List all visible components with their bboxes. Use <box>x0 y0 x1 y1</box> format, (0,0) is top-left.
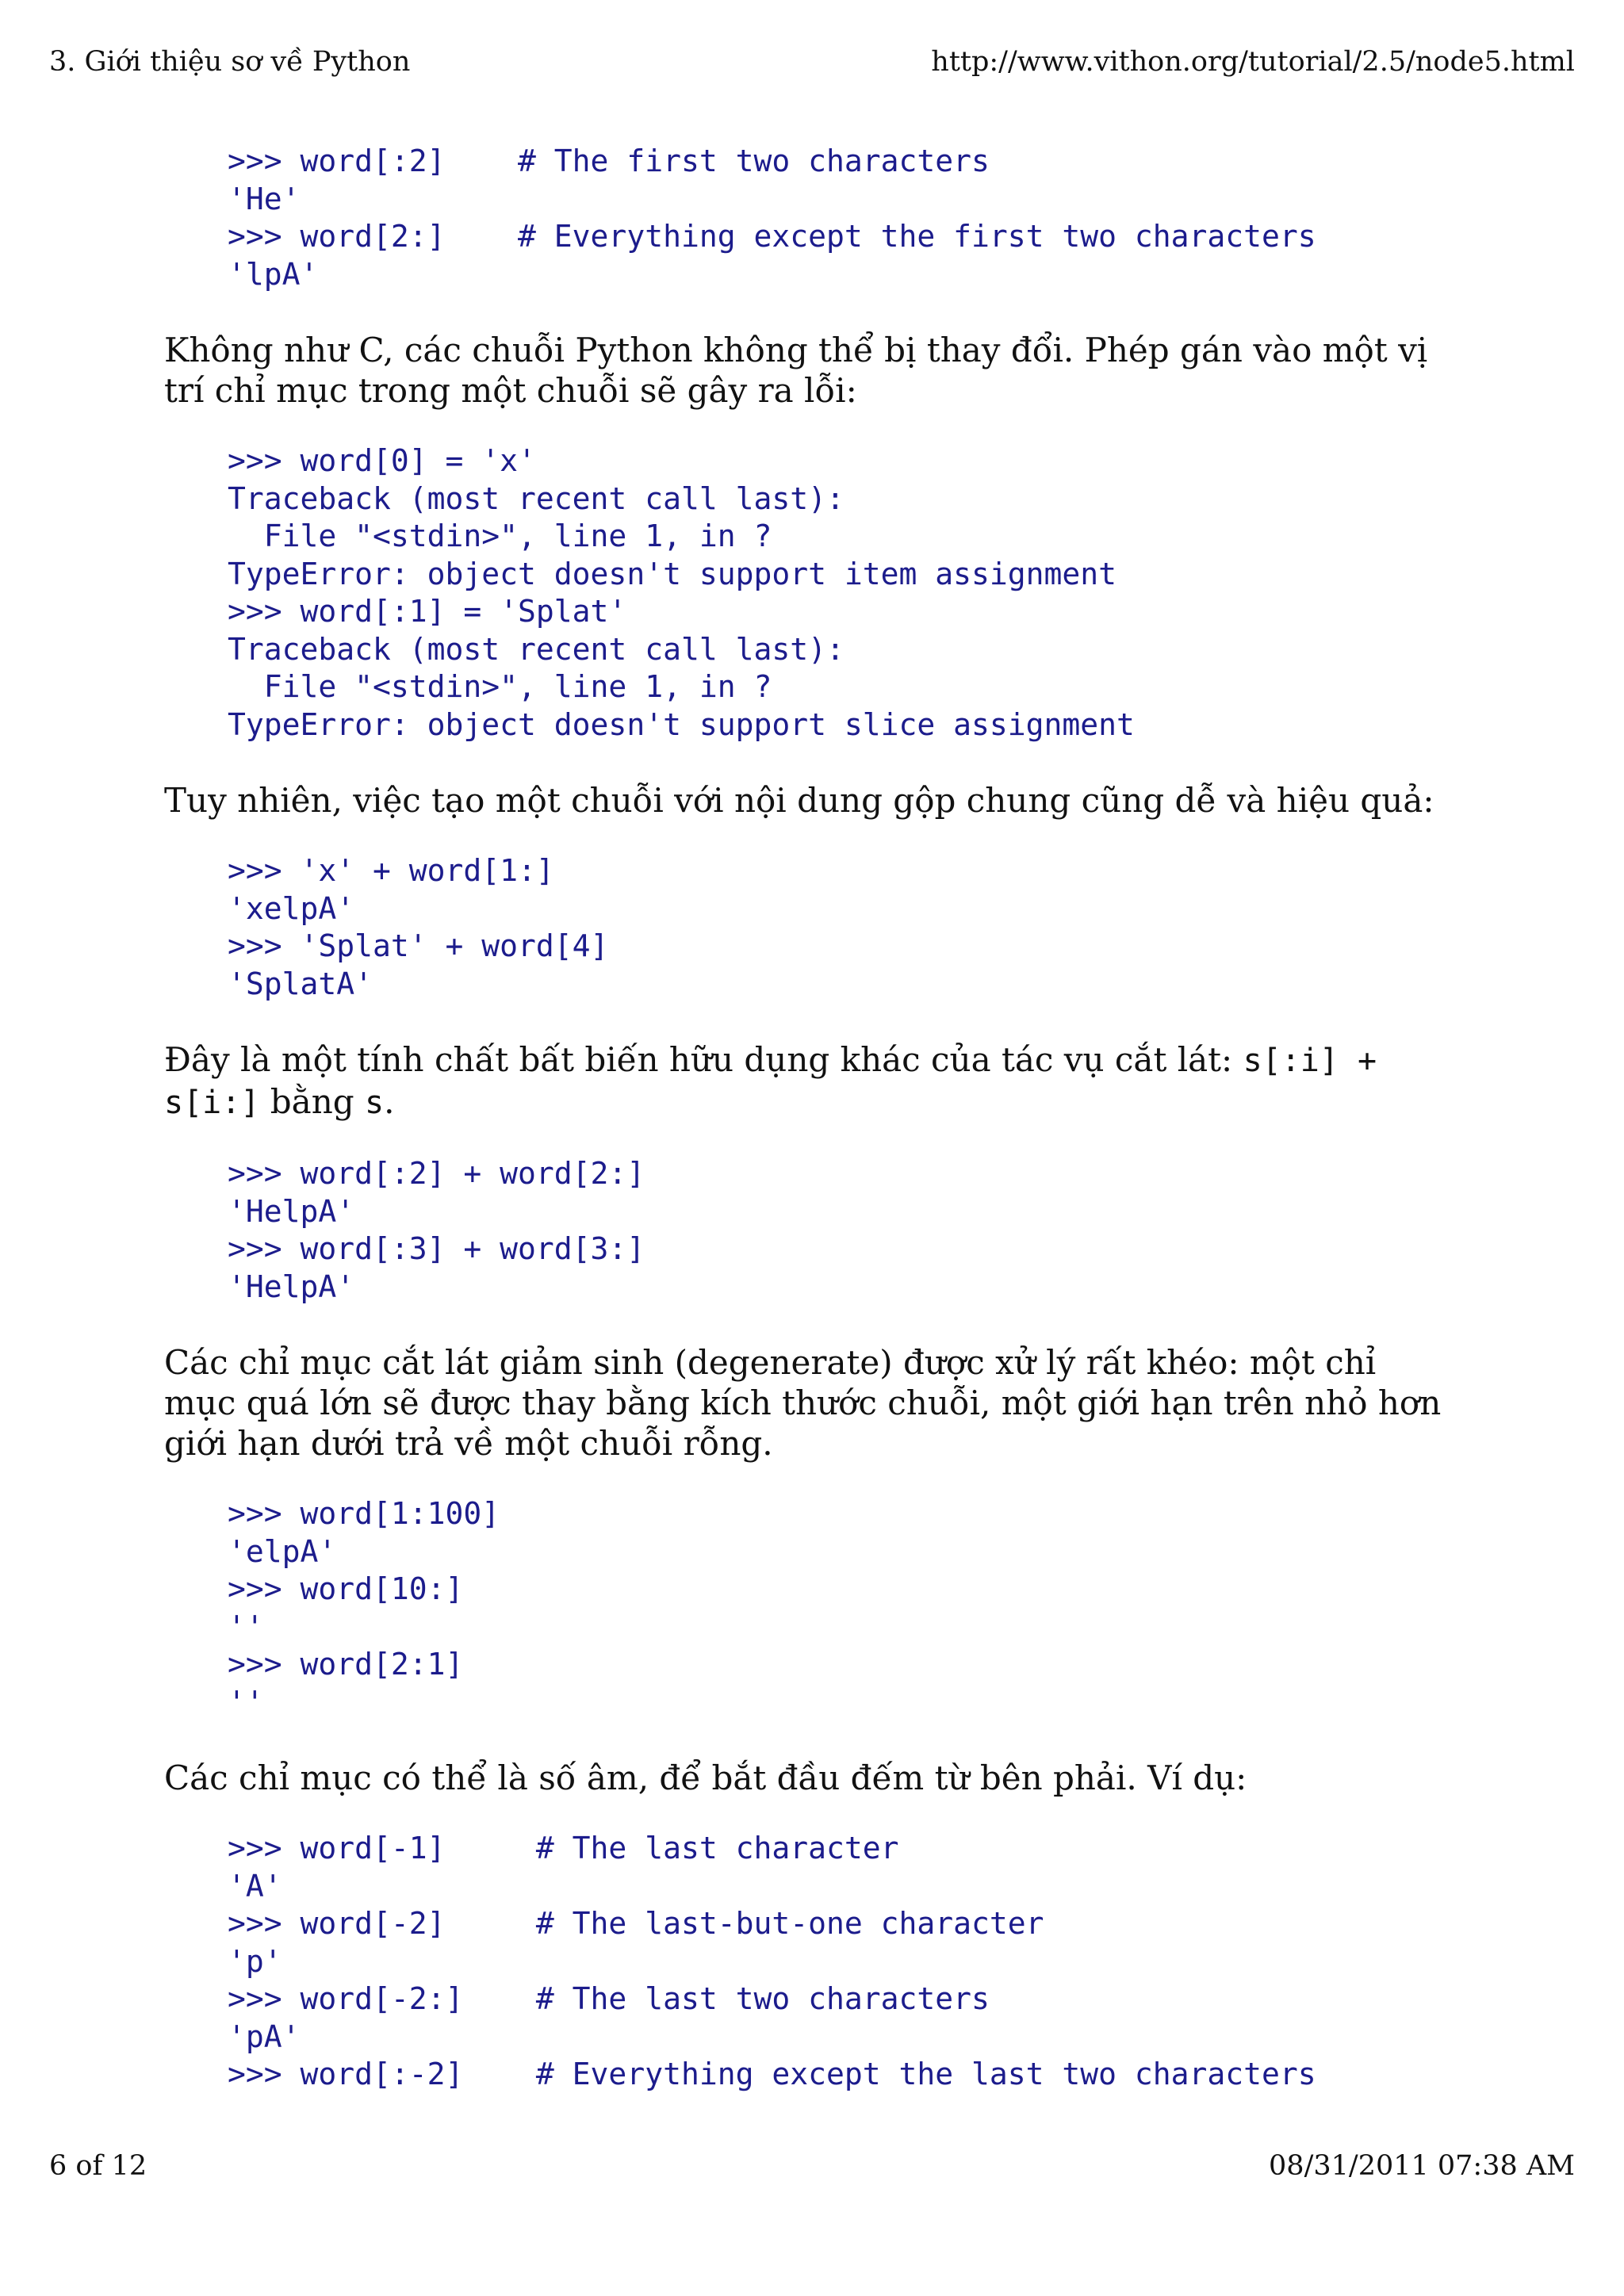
page-header-title: 3. Giới thiệu sơ về Python <box>49 46 411 78</box>
paragraph-negative-indices: Các chỉ mục có thể là số âm, để bắt đầu đếm từ bên phải. Ví dụ: <box>164 1758 1247 1797</box>
page-header-url: http://www.vithon.org/tutorial/2.5/node5.html <box>931 46 1575 78</box>
paragraph-combined-content: Tuy nhiên, việc tạo một chuỗi với nội dung gộp chung cũng dễ và hiệu quả: <box>164 781 1434 820</box>
document-content <box>164 143 1457 2094</box>
code-block-slicing: >>> word[:2] # The first two characters 'He' >>> word[2:] # Everything except the first two characters 'lpA' <box>228 144 1316 292</box>
paragraph-invariant-text: Đây là một tính chất bất biến hữu dụng khác của tác vụ cắt lát: <box>164 1040 1243 1079</box>
paragraph-invariant-text-2: bằng <box>259 1082 365 1121</box>
code-block-assignment-error: >>> word[0] = 'x' Traceback (most recent call last): File "<stdin>", line 1, in ? TypeError: object doesn't support item assignment >>> word[:1] = 'Splat' Traceback (most recent call last): File "<stdin>", line 1, in ? TypeError: object doesn't support slice assignment <box>228 443 1135 742</box>
code-block-invariant: >>> word[:2] + word[2:] 'HelpA' >>> word[:3] + word[3:] 'HelpA' <box>228 1156 645 1304</box>
page-footer-page-number: 6 of 12 <box>49 2150 147 2182</box>
code-block-negative: >>> word[-1] # The last character 'A' >>> word[-2] # The last-but-one character 'p' >>> word[-2:] # The last two characters 'pA' >>> word[:-2] # Everything except the last two characters <box>228 1831 1316 2091</box>
code-block-degenerate: >>> word[1:100] 'elpA' >>> word[10:] '' >>> word[2:1] '' <box>228 1496 500 1720</box>
paragraph-invariant-end: . <box>384 1082 395 1121</box>
inline-code-s: s <box>364 1085 385 1121</box>
paragraph-immutability: Không như C, các chuỗi Python không thể bị thay đổi. Phép gán vào một vị trí chỉ mục trong một chuỗi sẽ gây ra lỗi: <box>164 331 1428 410</box>
paragraph-degenerate-indices: Các chỉ mục cắt lát giảm sinh (degenerate) được xử lý rất khéo: một chỉ mục quá lớn sẽ được thay bằng kích thước chuỗi, một giới hạn trên nhỏ hơn giới hạn dưới trả về một chuỗi rỗng. <box>164 1343 1442 1463</box>
inline-code-invariant: s[:i] + s[i:] <box>164 1043 1377 1121</box>
page-footer-datetime: 08/31/2011 07:38 AM <box>1269 2150 1575 2182</box>
code-block-concatenation: >>> 'x' + word[1:] 'xelpA' >>> 'Splat' + word[4] 'SplatA' <box>228 853 609 1001</box>
paragraph-invariant <box>164 1039 1457 1123</box>
